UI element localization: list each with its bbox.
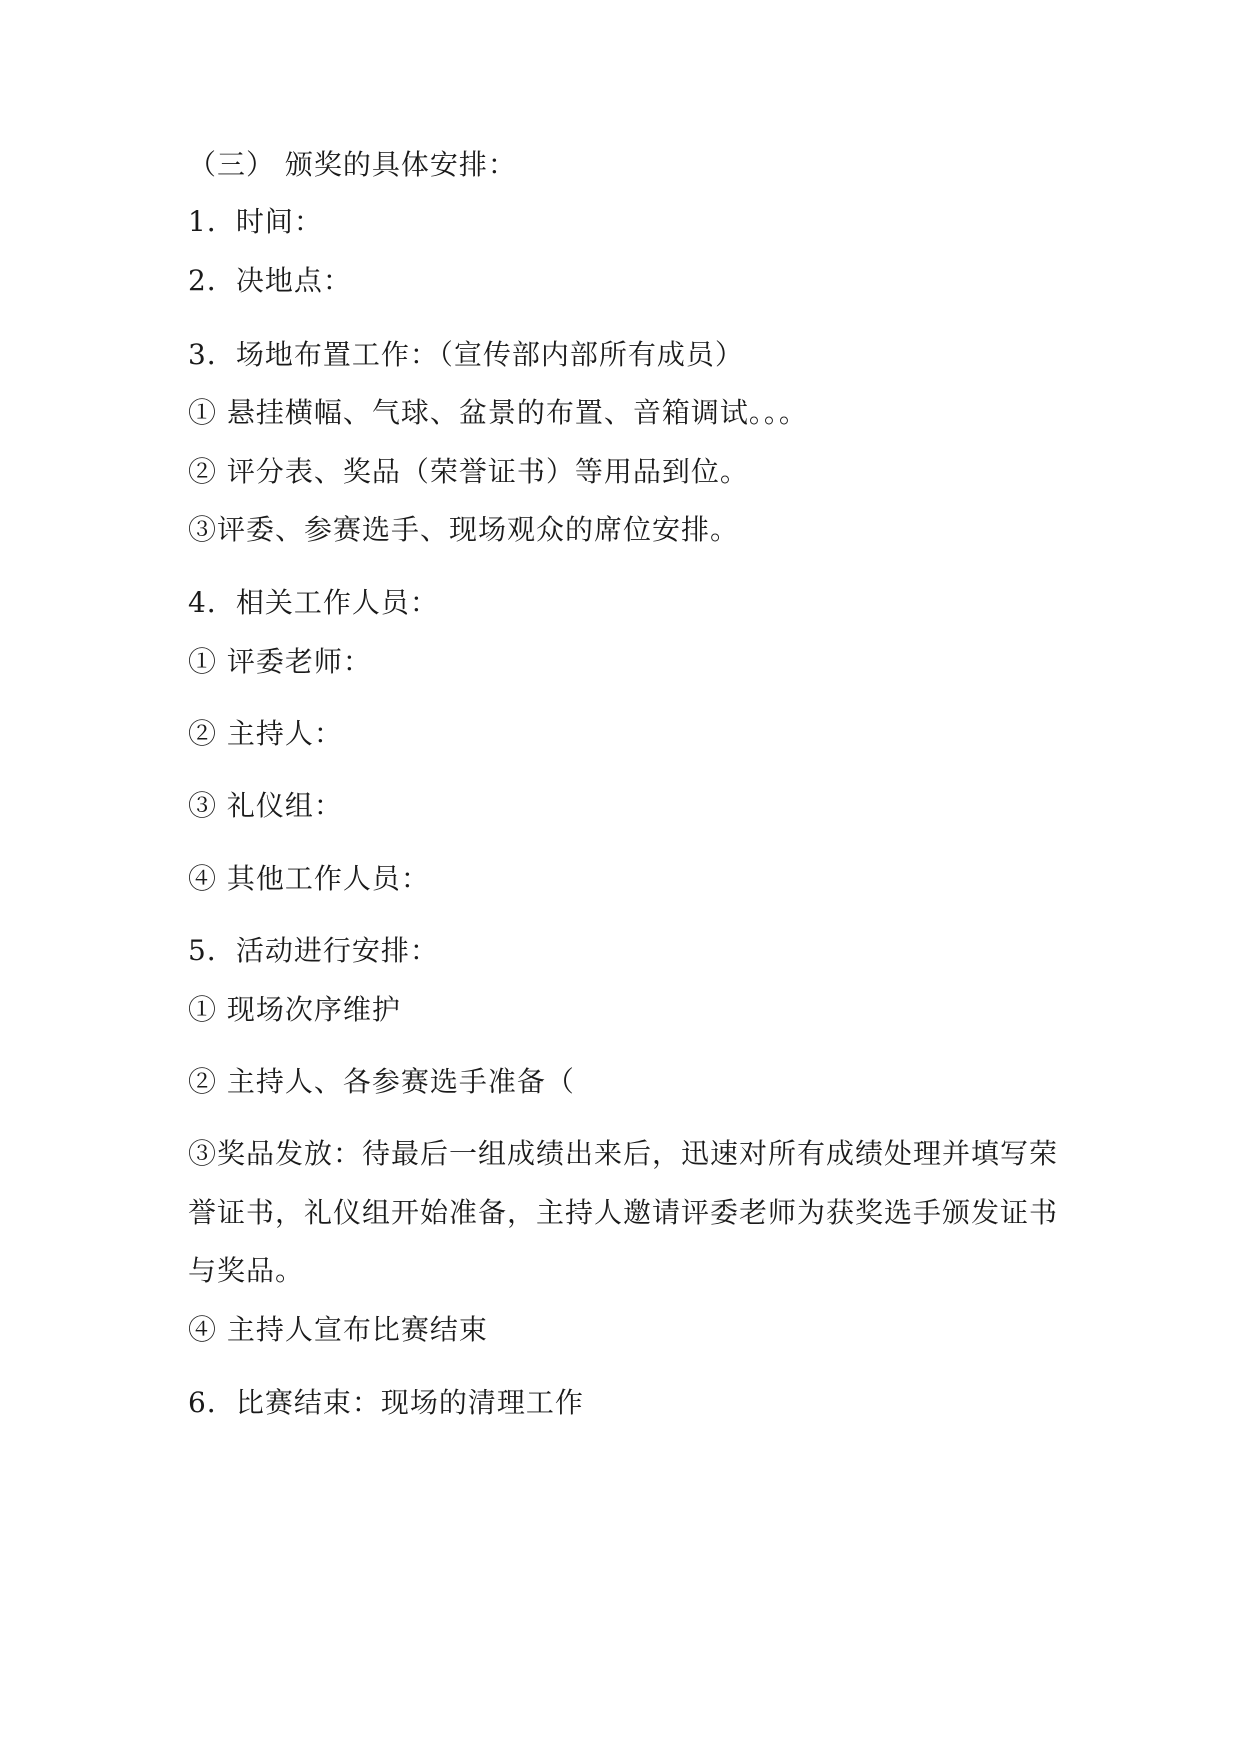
activity-sub-3-line-3: 与奖品。 xyxy=(188,1254,305,1287)
staff-sub-1: ① 评委老师： xyxy=(188,645,372,678)
staff-sub-4: ④ 其他工作人员： xyxy=(188,862,430,895)
item-activity: 5．活动进行安排： xyxy=(188,934,439,967)
activity-sub-4: ④ 主持人宣布比赛结束 xyxy=(188,1313,488,1346)
venue-sub-2: ② 评分表、奖品（荣誉证书）等用品到位。 xyxy=(188,455,749,488)
staff-sub-2: ② 主持人： xyxy=(188,717,343,750)
activity-sub-3-line-2: 誉证书，礼仪组开始准备，主持人邀请评委老师为获奖选手颁发证书 xyxy=(188,1196,1059,1229)
activity-sub-2: ② 主持人、各参赛选手准备（ xyxy=(188,1065,575,1098)
item-location: 2．决地点： xyxy=(188,264,352,297)
item-end: 6．比赛结束：现场的清理工作 xyxy=(188,1386,584,1419)
activity-sub-1: ① 现场次序维护 xyxy=(188,993,401,1026)
item-venue-setup: 3．场地布置工作：（宣传部内部所有成员） xyxy=(188,338,744,371)
venue-sub-1: ① 悬挂横幅、气球、盆景的布置、音箱调试。。。 xyxy=(188,396,808,429)
item-time: 1．时间： xyxy=(188,205,323,238)
venue-sub-3: ③评委、参赛选手、现场观众的席位安排。 xyxy=(188,513,740,546)
activity-sub-3-line-1: ③奖品发放：待最后一组成绩出来后，迅速对所有成绩处理并填写荣 xyxy=(188,1137,1059,1170)
section-heading: （三） 颁奖的具体安排： xyxy=(188,148,517,181)
item-staff: 4．相关工作人员： xyxy=(188,586,439,619)
staff-sub-3: ③ 礼仪组： xyxy=(188,789,343,822)
